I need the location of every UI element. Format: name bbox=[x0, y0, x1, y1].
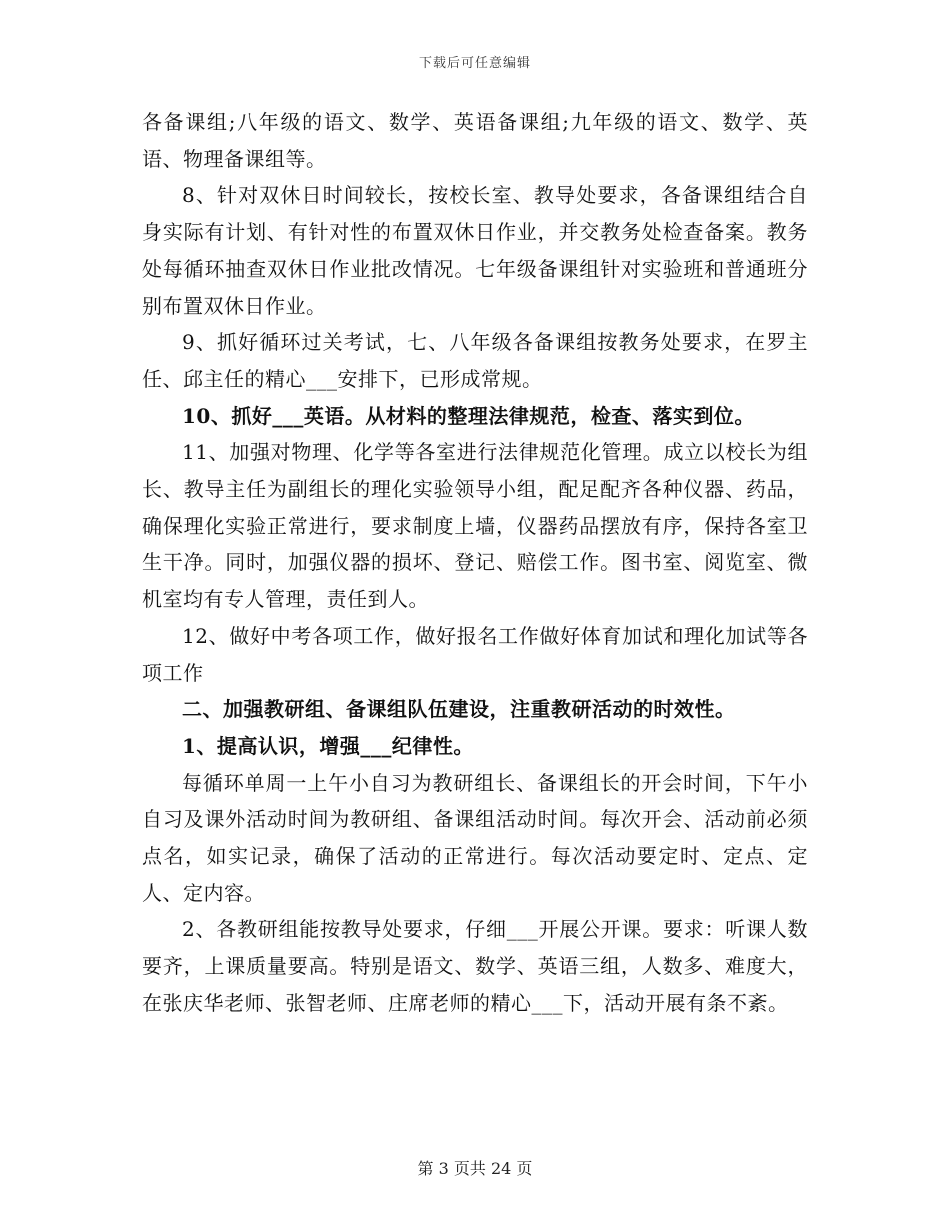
page-header: 下载后可任意编辑 bbox=[418, 56, 531, 71]
paragraph-5: 11、加强对物理、化学等各室进行法律规范化管理。成立以校长为组长、教导主任为副组长的理化实验领导小组，配足配齐各种仪器、药品，确保理化实验正常进行，要求制度上墙，仪器药品摆放有序，保持各室卫生干净。同时，加强仪器的损坏、登记、赔偿工作。图书室、阅览室、微机室均有专人管理，责任到人。 bbox=[142, 440, 808, 612]
paragraph-1: 各备课组;八年级的语文、数学、英语备课组;九年级的语文、数学、英语、物理备课组等。 bbox=[142, 110, 808, 171]
subsection-heading: 1、提高认识，增强___纪律性。 bbox=[182, 733, 474, 758]
paragraph-6: 12、做好中考各项工作，做好报名工作做好体育加试和理化加试等各项工作 bbox=[142, 623, 808, 685]
paragraph-10: 2、各教研组能按教导处要求，仔细___开展公开课。要求：听课人数要齐，上课质量要高。特别是语文、数学、英语三组，人数多、难度大，在张庆华老师、张智老师、庄席老师的精心___下，活动开展有条不紊。 bbox=[142, 917, 808, 1015]
paragraph-4-heading: 10、抓好___英语。从材料的整理法律规范，检查、落实到位。 bbox=[182, 403, 755, 428]
page-footer: 第 3 页共 24 页 bbox=[417, 1159, 533, 1178]
section-heading: 二、加强教研组、备课组队伍建设，注重教研活动的时效性。 bbox=[182, 697, 736, 722]
paragraph-2: 8、针对双休日时间较长，按校长室、教导处要求，各备课组结合自身实际有计划、有针对性的布置双休日作业，并交教务处检查备案。教务处每循环抽查双休日作业批改情况。七年级备课组针对实验班和普通班分别布置双休日作业。 bbox=[142, 183, 808, 318]
paragraph-9: 每循环单周一上午小自习为教研组长、备课组长的开会时间，下午小自习及课外活动时间为教研组、备课组活动时间。每次开会、活动前必须点名，如实记录，确保了活动的正常进行。每次活动要定时、定点、定人、定内容。 bbox=[142, 770, 808, 905]
document-body bbox=[142, 104, 808, 1022]
paragraph-3: 9、抓好循环过关考试，七、八年级各备课组按教务处要求，在罗主任、邱主任的精心___安排下，已形成常规。 bbox=[142, 330, 808, 391]
